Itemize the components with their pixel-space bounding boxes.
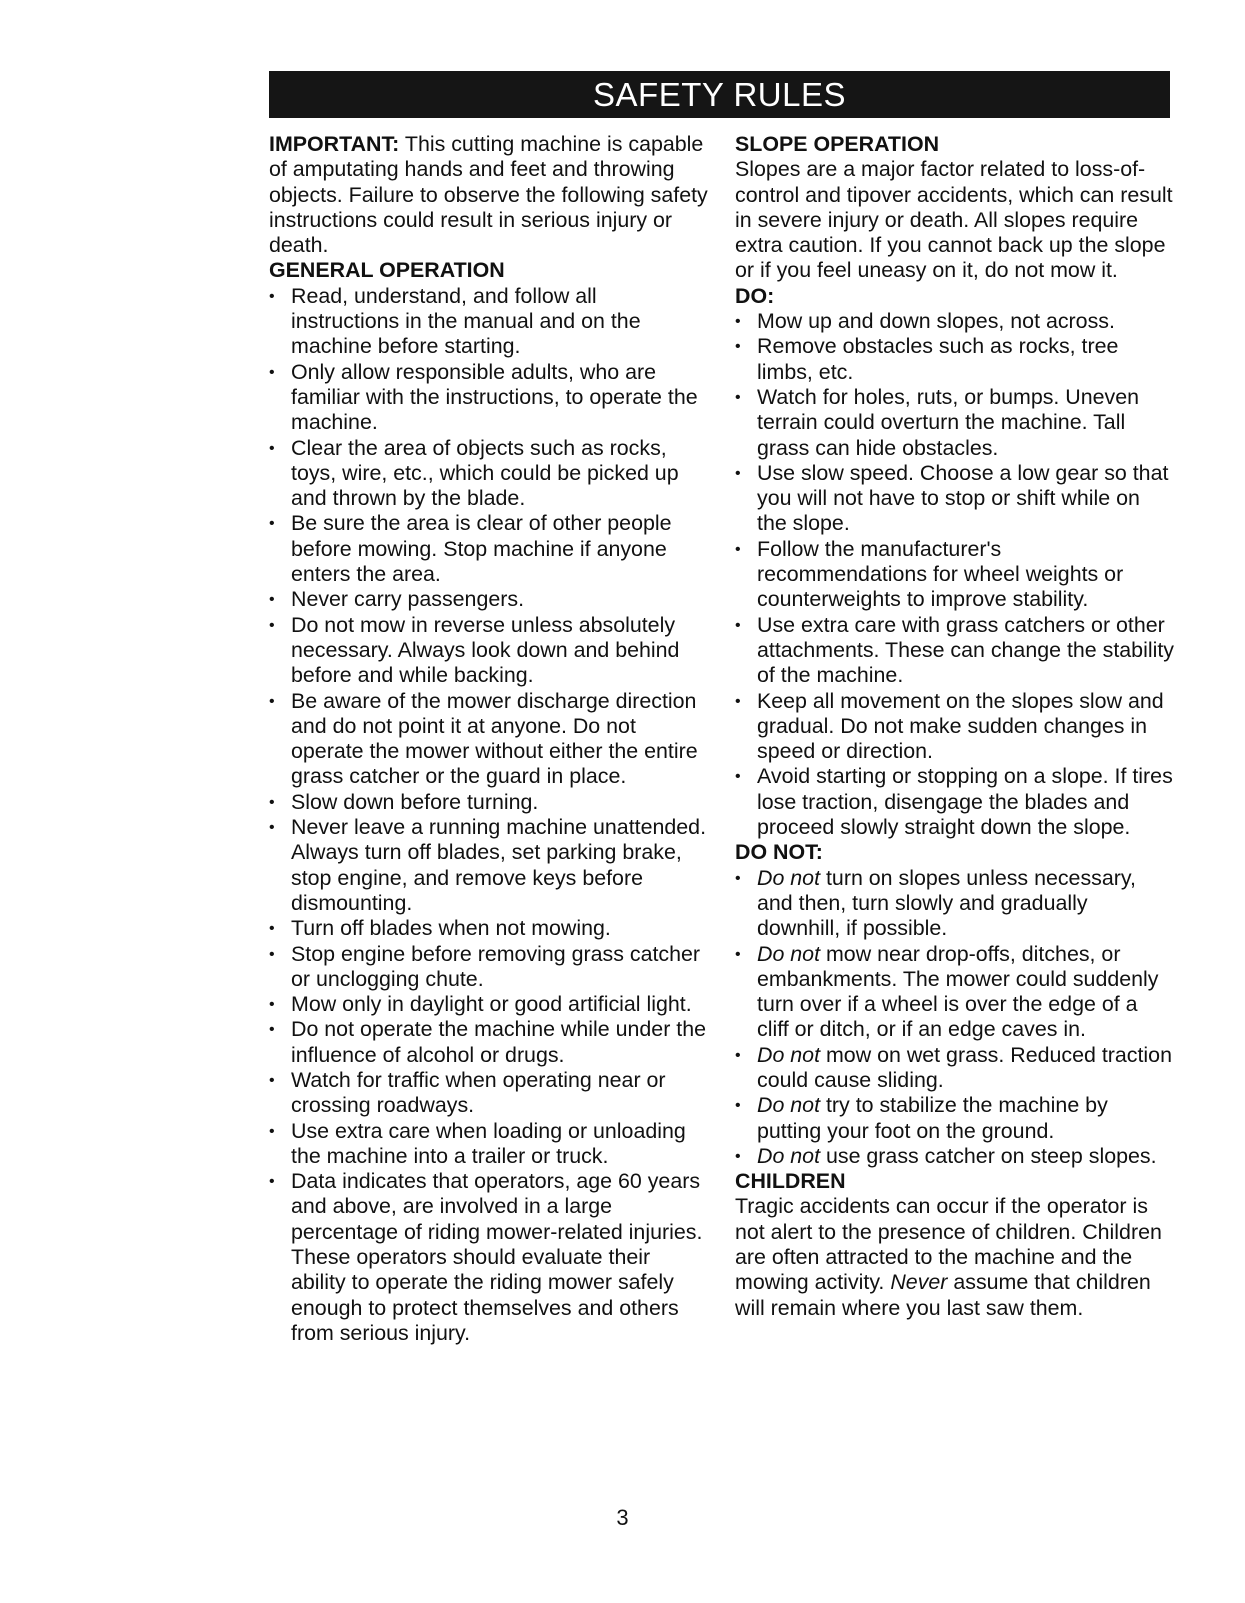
do-not-prefix: Do not	[757, 865, 821, 890]
do-not-prefix: Do not	[757, 1042, 821, 1067]
list-item: • Follow the manufacturer's recommendations for wheel weights or counterweights to improve stability.	[735, 537, 1175, 613]
list-item: • Be aware of the mower discharge direction and do not point it at anyone. Do not operate the mower without either the entire grass catcher or the guard in place.	[269, 689, 709, 790]
list-item-text: mow on wet grass. Reduced traction could cause sliding.	[757, 1042, 1172, 1092]
list-item-text: use grass catcher on steep slopes.	[825, 1143, 1157, 1168]
children-text-b: assume that children will remain where you last saw them.	[735, 1270, 1151, 1320]
list-item: • Watch for traffic when operating near or crossing roadways.	[269, 1068, 709, 1119]
children-text-a: Tragic accidents can occur if the operator is not alert to the presence of children. Children are often attracted to the machine and the mowing activity.	[735, 1194, 1162, 1295]
list-item-text: turn on slopes unless necessary, and then, turn slowly and gradually downhill, if possible.	[757, 865, 1136, 941]
important-text: This cutting machine is capable of amputating hands and feet and throwing objects. Failure to observe the following safety instructions could result in serious injury or death.	[269, 132, 708, 258]
do-not-prefix: Do not	[757, 1093, 821, 1118]
list-item: • Watch for holes, ruts, or bumps. Uneven terrain could overturn the machine. Tall grass can hide obstacles.	[735, 385, 1175, 461]
do-not-prefix: Do not	[757, 941, 821, 966]
safety-rules-banner: SAFETY RULES	[269, 71, 1170, 118]
list-item: • Do not operate the machine while under the influence of alcohol or drugs.	[269, 1017, 709, 1068]
do-not-prefix: Do not	[757, 1143, 821, 1168]
list-item-text: mow near drop-offs, ditches, or embankments. The mower could suddenly turn over if a wheel is over the edge of a cliff or ditch, or if an edge caves in.	[757, 941, 1159, 1042]
list-item: • Stop engine before removing grass catcher or unclogging chute.	[269, 942, 709, 993]
list-item: • Use extra care with grass catchers or other attachments. These can change the stability of the machine.	[735, 613, 1175, 689]
general-operation-list	[269, 284, 709, 1346]
children-heading: CHILDREN	[735, 1169, 846, 1194]
children-never: Never	[890, 1270, 948, 1295]
page-number: 3	[616, 1505, 629, 1530]
list-item: • Be sure the area is clear of other people before mowing. Stop machine if anyone enters the area.	[269, 511, 709, 587]
list-item: • Mow only in daylight or good artificial light.	[269, 992, 709, 1017]
do-list	[735, 309, 1175, 840]
list-item: • Clear the area of objects such as rocks, toys, wire, etc., which could be picked up and thrown by the blade.	[269, 436, 709, 512]
important-label: IMPORTANT:	[269, 132, 400, 156]
list-item	[735, 1144, 1175, 1169]
right-column	[735, 132, 1175, 1321]
left-column	[269, 132, 709, 1346]
do-not-heading: DO NOT:	[735, 840, 823, 865]
list-item: • Never carry passengers.	[269, 587, 709, 612]
list-item: • Keep all movement on the slopes slow and gradual. Do not make sudden changes in speed or direction.	[735, 689, 1175, 765]
do-heading: DO:	[735, 283, 775, 308]
children-text	[735, 1194, 1175, 1320]
general-operation-heading: GENERAL OPERATION	[269, 258, 505, 283]
list-item	[735, 942, 1175, 1043]
list-item	[735, 866, 1175, 942]
list-item: • Read, understand, and follow all instructions in the manual and on the machine before starting.	[269, 284, 709, 360]
list-item: • Use slow speed. Choose a low gear so that you will not have to stop or shift while on the slope.	[735, 461, 1175, 537]
slope-operation-text: Slopes are a major factor related to loss-of-control and tipover accidents, which can result in severe injury or death. All slopes require extra caution. If you cannot back up the slope or if you feel uneasy on it, do not mow it.	[735, 157, 1173, 283]
list-item	[735, 1093, 1175, 1144]
list-item: • Slow down before turning.	[269, 790, 709, 815]
list-item: • Remove obstacles such as rocks, tree limbs, etc.	[735, 334, 1175, 385]
list-item: • Mow up and down slopes, not across.	[735, 309, 1175, 334]
list-item: • Use extra care when loading or unloading the machine into a trailer or truck.	[269, 1119, 709, 1170]
list-item: • Avoid starting or stopping on a slope. If tires lose traction, disengage the blades and proceed slowly straight down the slope.	[735, 764, 1175, 840]
list-item: • Do not mow in reverse unless absolutely necessary. Always look down and behind before and while backing.	[269, 613, 709, 689]
list-item-text: try to stabilize the machine by putting your foot on the ground.	[757, 1093, 1108, 1143]
list-item: • Never leave a running machine unattended. Always turn off blades, set parking brake, stop engine, and remove keys before dismounting.	[269, 815, 709, 916]
important-paragraph	[269, 132, 709, 258]
do-not-list	[735, 866, 1175, 1170]
list-item	[735, 1043, 1175, 1094]
slope-operation-heading: SLOPE OPERATION	[735, 132, 940, 156]
list-item: • Data indicates that operators, age 60 years and above, are involved in a large percentage of riding mower-related injuries. These operators should evaluate their ability to operate the riding mower safely enough to protect themselves and others from serious injury.	[269, 1169, 709, 1346]
list-item: • Only allow responsible adults, who are familiar with the instructions, to operate the machine.	[269, 360, 709, 436]
list-item: • Turn off blades when not mowing.	[269, 916, 709, 941]
